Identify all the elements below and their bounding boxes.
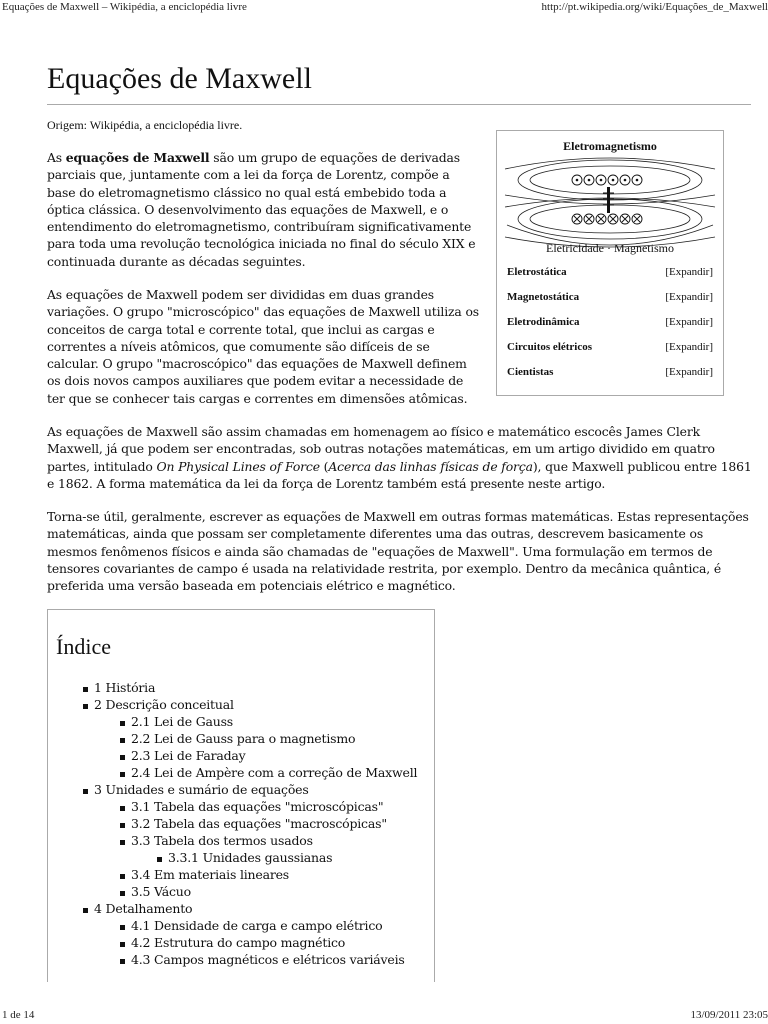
- row-label[interactable]: Eletrostática: [507, 266, 567, 278]
- print-header-title: Equações de Maxwell – Wikipédia, a enciclopédia livre: [2, 1, 247, 13]
- bullet-icon: [120, 721, 125, 726]
- infobox: [496, 130, 724, 396]
- maxwell-bold-term: equações de Maxwell: [65, 150, 210, 165]
- infobox-title: Eletromagnetismo: [563, 139, 657, 153]
- toc-item[interactable]: 4.2 Estrutura do campo magnético: [131, 935, 346, 950]
- title-divider: [47, 104, 751, 105]
- current-in-row: [572, 214, 642, 224]
- toc-item[interactable]: 3.1 Tabela das equações "microscópicas": [131, 799, 384, 814]
- bullet-icon: [120, 738, 125, 743]
- expand-button[interactable]: [Expandir]: [665, 366, 713, 378]
- print-header-url: http://pt.wikipedia.org/wiki/Equações_de_Maxwell: [541, 1, 768, 13]
- toc-item[interactable]: 2 Descrição conceitual: [94, 697, 234, 712]
- print-footer-date: 13/09/2011 23:05: [690, 1009, 768, 1021]
- infobox-row-eletrostatica: [507, 266, 713, 284]
- row-label[interactable]: Cientistas: [507, 366, 554, 378]
- toc-item[interactable]: 2.1 Lei de Gauss: [131, 714, 234, 729]
- bullet-icon: [120, 874, 125, 879]
- bullet-icon: [120, 942, 125, 947]
- infobox-row-eletrodinamica: [507, 316, 713, 334]
- expand-button[interactable]: [Expandir]: [665, 291, 713, 303]
- toc-item[interactable]: 3.3.1 Unidades gaussianas: [168, 850, 333, 865]
- row-label[interactable]: Circuitos elétricos: [507, 341, 593, 353]
- toc-title: Índice: [56, 634, 111, 659]
- toc-item[interactable]: 2.2 Lei de Gauss para o magnetismo: [131, 731, 356, 746]
- row-label[interactable]: Magnetostática: [507, 291, 580, 303]
- bullet-icon: [120, 755, 125, 760]
- paragraph-history: As equações de Maxwell são assim chamadas em homenagem ao físico e matemático escocês James Clerk Maxwell, já que podem ser encontradas, sob outras notações matemáticas, em um artigo dividido em quatro partes, intitulado On Physical Lines of Force (Acerca das linhas físicas de força), que Maxwell publicou entre 1861 e 1862. A forma matemática da lei da força de Lorentz também está presente neste artigo.: [47, 424, 752, 491]
- toc-item[interactable]: 4.3 Campos magnéticos e elétricos variáveis: [131, 952, 405, 967]
- infobox-row-cientistas: [507, 366, 713, 384]
- expand-button[interactable]: [Expandir]: [665, 316, 713, 328]
- infobox-row-magnetostatica: [507, 291, 713, 309]
- page-title: Equações de Maxwell: [47, 62, 312, 95]
- print-footer-page: 1 de 14: [2, 1009, 35, 1021]
- toc-item[interactable]: 1 História: [94, 680, 156, 695]
- expand-button[interactable]: [Expandir]: [665, 341, 713, 353]
- infobox-caption: Eletricidade · Magnetismo: [546, 241, 674, 255]
- toc-item[interactable]: 3.3 Tabela dos termos usados: [131, 833, 313, 848]
- toc-item[interactable]: 3.5 Vácuo: [131, 884, 191, 899]
- link-on-physical-lines[interactable]: On Physical Lines of Force: [156, 458, 320, 474]
- expand-button[interactable]: [Expandir]: [665, 266, 713, 278]
- translated-title: Acerca das linhas físicas de força: [328, 458, 533, 474]
- paragraph-variations: As equações de Maxwell podem ser divididas em duas grandes variações. O grupo "microscópico" das equações de Maxwell utiliza os conceitos de carga total e corrente total, que inclui as cargas e correntes a níveis atômicos, que comumente são difíceis de se calcular. O grupo "macroscópico" das equações de Maxwell definem os dois novos campos auxiliares que podem evitar a necessidade de ter que se conhecer tais cargas e correntes em dimensões atômicas.: [47, 287, 479, 406]
- paragraph-forms: Torna-se útil, geralmente, escrever as equações de Maxwell em outras formas matemáticas. Estas representações matemáticas, ainda que possam ser completamente diferentes uma das outras, descrevem basicamente os mesmos fenômenos físicos e ainda são chamadas de "equações de Maxwell". Uma formulação em termos de tensores covariantes de campo é usada na relatividade restrita, por exemplo. Dentro da mecânica quântica, é preferida uma versão baseada em potenciais elétrico e magnético.: [47, 509, 749, 594]
- bullet-icon: [120, 806, 125, 811]
- toc-item[interactable]: 4.1 Densidade de carga e campo elétrico: [131, 918, 383, 933]
- bullet-icon: [157, 857, 162, 862]
- bullet-icon: [83, 687, 88, 692]
- toc-item[interactable]: 2.3 Lei de Faraday: [131, 748, 246, 763]
- bullet-icon: [83, 789, 88, 794]
- bullet-icon: [120, 925, 125, 930]
- bullet-icon: [120, 772, 125, 777]
- current-out-row: [572, 175, 642, 185]
- row-label[interactable]: Eletrodinâmica: [507, 316, 580, 328]
- bullet-icon: [120, 959, 125, 964]
- bullet-icon: [120, 891, 125, 896]
- infobox-row-circuitos: [507, 341, 713, 359]
- toc-item[interactable]: 3 Unidades e sumário de equações: [94, 782, 309, 797]
- intro-paragraph: As equações de Maxwell são um grupo de equações de derivadas parciais que, juntamente com a lei da força de Lorentz, compõe a base do eletromagnetismo clássico no qual está embebido toda a óptica clássica. O desenvolvimento das equações de Maxwell, e o entendimento do eletromagnetismo, contribuíram significativamente para toda uma revolução tecnológica iniciada no final do século XIX e continuada durante as décadas seguintes.: [47, 150, 476, 269]
- origin-line: Origem: Wikipédia, a enciclopédia livre.: [47, 118, 243, 132]
- bullet-icon: [120, 840, 125, 845]
- bullet-icon: [83, 704, 88, 709]
- toc-item[interactable]: 3.2 Tabela das equações "macroscópicas": [131, 816, 387, 831]
- toc-item[interactable]: 3.4 Em materiais lineares: [131, 867, 290, 882]
- bullet-icon: [120, 823, 125, 828]
- table-of-contents: [47, 609, 435, 982]
- toc-item[interactable]: 4 Detalhamento: [94, 901, 193, 916]
- toc-item[interactable]: 2.4 Lei de Ampère com a correção de Maxwell: [131, 765, 418, 780]
- bullet-icon: [83, 908, 88, 913]
